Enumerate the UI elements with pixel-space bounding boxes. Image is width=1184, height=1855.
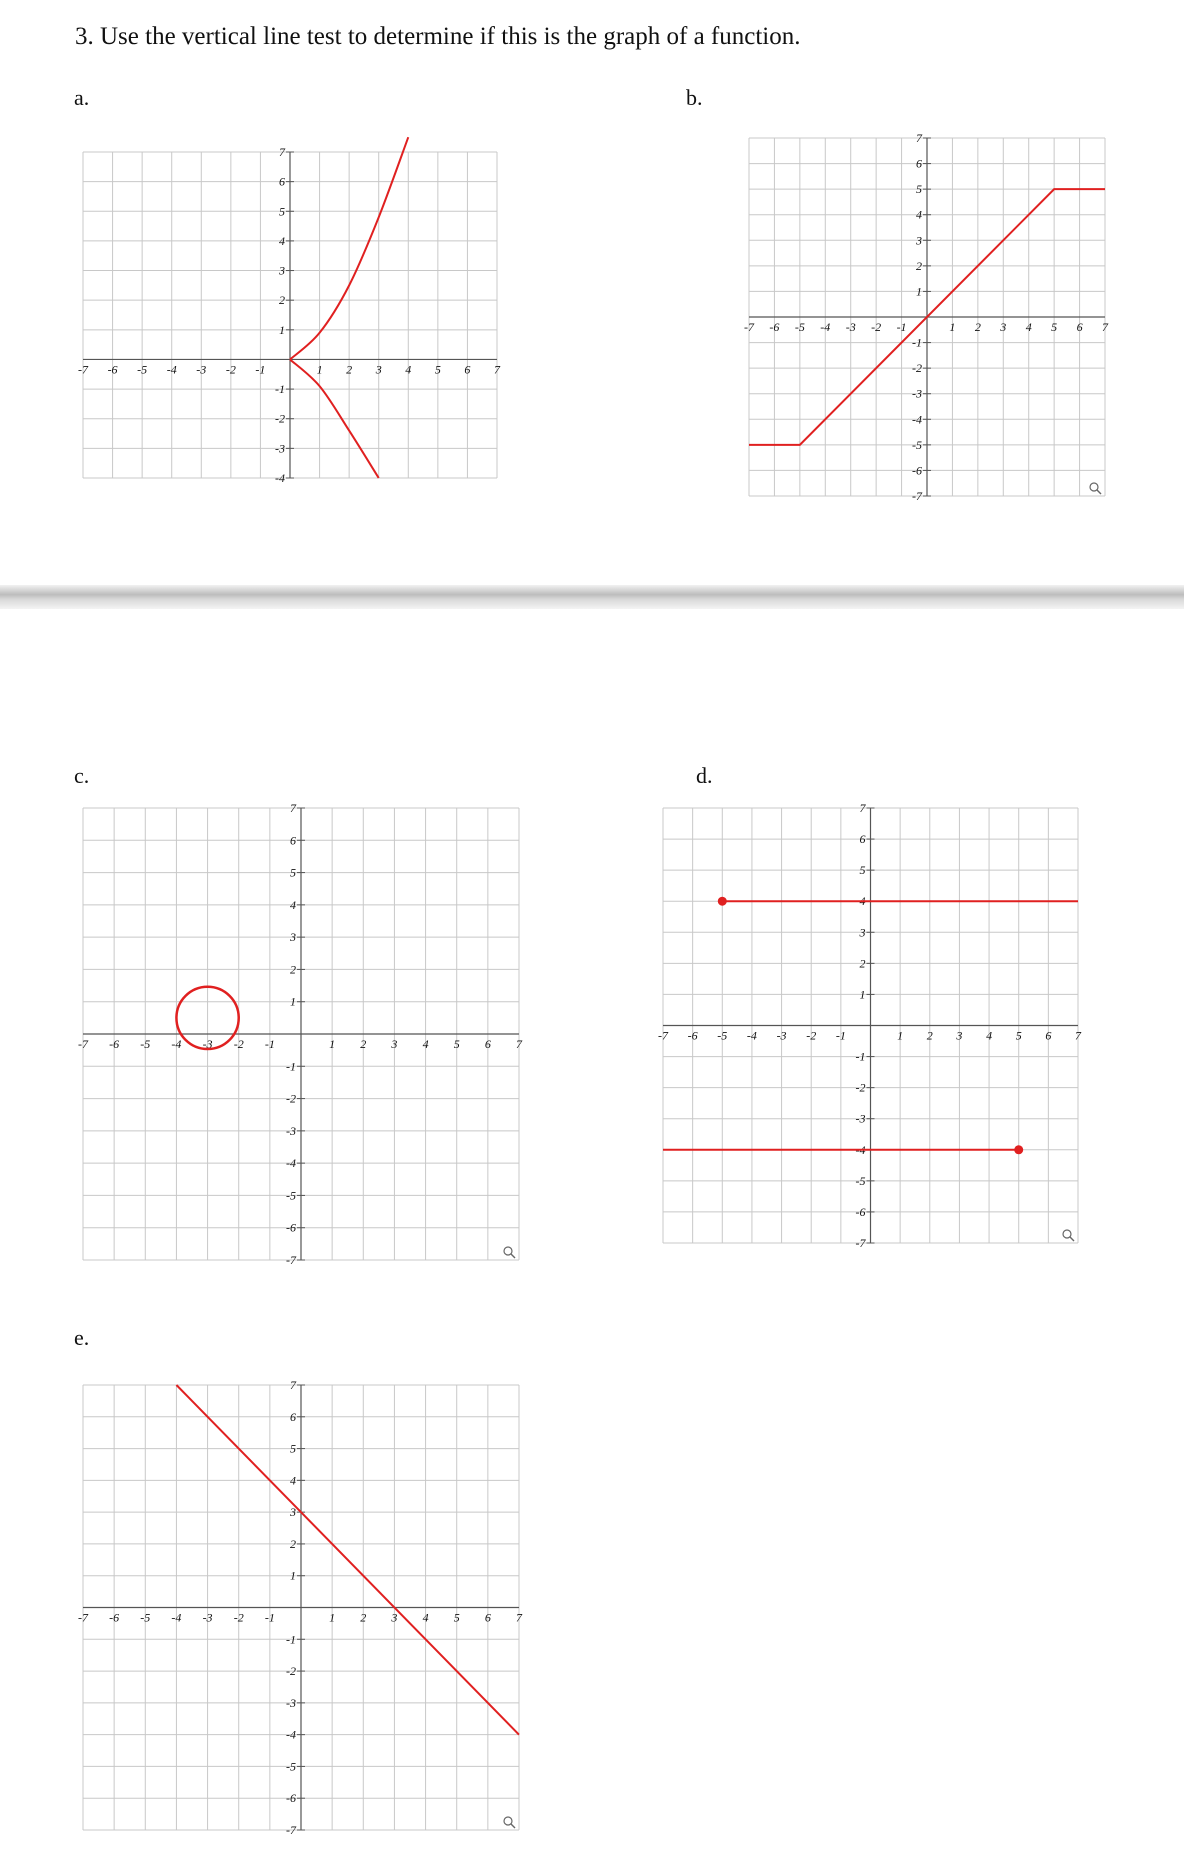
x-tick-label: -2: [233, 1610, 244, 1625]
y-tick-label: -3: [286, 1695, 296, 1710]
x-tick-label: 3: [391, 1610, 398, 1625]
graph-curve: [176, 1385, 519, 1735]
graph-d: [658, 801, 1081, 1250]
x-tick-label: 1: [316, 362, 323, 377]
x-tick-label: -4: [171, 1037, 182, 1051]
y-tick-label: -4: [275, 471, 285, 485]
y-tick-label: 4: [916, 207, 922, 222]
x-tick-label: 6: [1076, 320, 1083, 334]
y-tick-label: -1: [275, 382, 285, 397]
x-tick-label: 3: [956, 1028, 963, 1043]
part-label-e: e.: [74, 1325, 90, 1350]
y-tick-label: -2: [286, 1664, 296, 1679]
x-tick-label: 6: [1045, 1028, 1052, 1043]
x-tick-label: -2: [233, 1037, 244, 1051]
x-tick-label: -3: [776, 1028, 787, 1043]
y-tick-label: 5: [290, 865, 296, 880]
y-tick-label: 5: [279, 204, 285, 219]
x-tick-label: -3: [202, 1610, 213, 1625]
x-tick-label: 2: [974, 320, 981, 334]
y-tick-label: -7: [286, 1823, 296, 1837]
y-tick-label: -3: [286, 1123, 296, 1138]
x-tick-label: -1: [255, 362, 266, 377]
closed-endpoint-dot: [1014, 1145, 1023, 1154]
x-tick-label: -5: [140, 1037, 151, 1051]
x-tick-label: -1: [264, 1610, 275, 1625]
x-tick-label: -5: [140, 1610, 151, 1625]
x-tick-label: 3: [375, 362, 382, 377]
section-divider: [0, 585, 1184, 609]
question-text: 3. Use the vertical line test to determine if this is the graph of a function.: [75, 23, 801, 50]
x-tick-label: -3: [196, 362, 207, 377]
x-tick-label: -6: [769, 320, 780, 334]
y-tick-label: 3: [290, 930, 296, 945]
x-tick-label: 2: [346, 362, 353, 377]
y-tick-label: 3: [279, 263, 285, 278]
y-tick-label: -7: [286, 1253, 296, 1267]
y-tick-label: -6: [855, 1204, 866, 1219]
y-tick-label: 4: [290, 1473, 296, 1488]
x-tick-label: 6: [484, 1037, 491, 1051]
y-tick-label: 2: [290, 962, 296, 977]
y-tick-label: -6: [286, 1791, 296, 1806]
x-tick-label: -4: [746, 1028, 757, 1043]
x-tick-label: 7: [494, 362, 500, 377]
x-tick-label: -2: [871, 320, 882, 334]
y-tick-label: -5: [286, 1759, 296, 1774]
x-tick-label: -6: [687, 1028, 698, 1043]
x-tick-label: 5: [1015, 1028, 1022, 1043]
x-tick-label: 5: [434, 362, 441, 377]
y-tick-label: 4: [859, 894, 866, 909]
x-tick-label: 4: [422, 1610, 429, 1625]
y-tick-label: -4: [286, 1156, 296, 1171]
graph-a: [78, 145, 500, 485]
y-tick-label: 3: [859, 925, 866, 940]
x-tick-label: -4: [166, 362, 177, 377]
y-tick-label: 5: [859, 863, 866, 878]
y-tick-label: -5: [912, 437, 922, 452]
closed-endpoint-dot: [718, 897, 727, 906]
y-tick-label: 6: [279, 174, 285, 189]
x-tick-label: 4: [986, 1028, 993, 1043]
y-tick-label: 2: [859, 956, 866, 971]
y-tick-label: -4: [855, 1142, 866, 1157]
y-tick-label: 1: [290, 1568, 296, 1583]
x-tick-label: 7: [516, 1037, 522, 1051]
magnify-icon: [504, 1247, 515, 1258]
x-tick-label: 1: [329, 1037, 336, 1051]
y-tick-label: 6: [290, 833, 296, 848]
y-tick-label: -1: [286, 1059, 296, 1074]
y-tick-label: -4: [912, 412, 922, 427]
x-tick-label: -5: [794, 320, 805, 334]
y-tick-label: -7: [912, 489, 922, 503]
x-tick-label: 1: [897, 1028, 904, 1043]
x-tick-label: -2: [806, 1028, 817, 1043]
x-tick-label: 7: [1102, 320, 1108, 334]
y-tick-label: -1: [286, 1632, 296, 1647]
y-tick-label: -3: [912, 386, 922, 401]
x-tick-label: 6: [484, 1610, 491, 1625]
x-tick-label: 5: [453, 1610, 460, 1625]
x-tick-label: -1: [896, 320, 907, 334]
y-tick-label: -3: [275, 441, 285, 456]
x-tick-label: -5: [717, 1028, 728, 1043]
x-tick-label: 6: [464, 362, 471, 377]
part-label-c: c.: [74, 763, 90, 788]
x-tick-label: 5: [1051, 320, 1058, 334]
y-tick-label: -4: [286, 1727, 296, 1742]
y-tick-label: 6: [290, 1409, 296, 1424]
y-tick-label: 2: [916, 258, 922, 273]
x-tick-label: -3: [845, 320, 856, 334]
x-tick-label: -5: [137, 362, 148, 377]
x-tick-label: -3: [202, 1037, 213, 1051]
x-tick-label: 4: [1025, 320, 1032, 334]
magnify-icon: [1063, 1230, 1074, 1241]
y-tick-label: -2: [275, 411, 285, 426]
x-tick-label: -6: [109, 1037, 120, 1051]
x-tick-label: 3: [1000, 320, 1007, 334]
graph-c: [78, 801, 522, 1267]
y-tick-label: -5: [286, 1188, 296, 1203]
graph-b: [744, 131, 1108, 503]
x-tick-label: 7: [1075, 1028, 1081, 1043]
y-tick-label: -7: [855, 1236, 866, 1250]
x-tick-label: 2: [360, 1610, 367, 1625]
x-tick-label: -7: [78, 1037, 88, 1051]
y-tick-label: 6: [916, 156, 922, 171]
y-tick-label: -1: [912, 335, 922, 350]
part-label-b: b.: [686, 85, 703, 110]
y-tick-label: -6: [286, 1220, 296, 1235]
y-tick-label: 7: [859, 801, 866, 815]
x-tick-label: 4: [405, 362, 412, 377]
y-tick-label: 1: [859, 987, 866, 1002]
x-tick-label: 7: [516, 1610, 522, 1625]
x-tick-label: 1: [329, 1610, 336, 1625]
y-tick-label: -2: [855, 1080, 866, 1095]
y-tick-label: -1: [855, 1049, 866, 1064]
x-tick-label: -7: [78, 1610, 88, 1625]
x-tick-label: -6: [109, 1610, 120, 1625]
y-tick-label: -2: [912, 361, 922, 376]
x-tick-label: 2: [360, 1037, 367, 1051]
y-tick-label: -2: [286, 1091, 296, 1106]
x-tick-label: -4: [171, 1610, 182, 1625]
y-tick-label: 7: [916, 131, 922, 145]
y-tick-label: 1: [290, 994, 296, 1009]
y-tick-label: 4: [279, 233, 285, 248]
y-tick-label: 7: [279, 145, 285, 159]
x-tick-label: -6: [107, 362, 118, 377]
x-tick-label: 1: [949, 320, 956, 334]
y-tick-label: 7: [290, 801, 296, 815]
magnify-icon: [1090, 483, 1101, 494]
x-tick-label: 2: [926, 1028, 933, 1043]
x-tick-label: 5: [453, 1037, 460, 1051]
x-tick-label: -7: [744, 320, 754, 334]
x-tick-label: -1: [835, 1028, 846, 1043]
x-tick-label: 4: [422, 1037, 429, 1051]
x-tick-label: 3: [391, 1037, 398, 1051]
y-tick-label: 1: [279, 322, 285, 337]
magnify-icon: [504, 1817, 515, 1828]
x-tick-label: -2: [225, 362, 236, 377]
y-tick-label: -6: [912, 463, 922, 478]
y-tick-label: 2: [290, 1536, 296, 1551]
part-label-a: a.: [74, 85, 90, 110]
y-tick-label: 5: [916, 182, 922, 197]
x-tick-label: -7: [658, 1028, 668, 1043]
y-tick-label: -3: [855, 1111, 866, 1126]
y-tick-label: 7: [290, 1378, 296, 1392]
y-tick-label: 6: [859, 832, 866, 847]
y-tick-label: 1: [916, 284, 922, 299]
y-tick-label: 2: [279, 293, 285, 308]
graph-e: [78, 1378, 522, 1837]
x-tick-label: -4: [820, 320, 831, 334]
part-label-d: d.: [696, 763, 713, 788]
y-tick-label: 5: [290, 1441, 296, 1456]
x-tick-label: -7: [78, 362, 88, 377]
y-tick-label: 4: [290, 897, 296, 912]
y-tick-label: 3: [290, 1505, 296, 1520]
y-tick-label: 3: [916, 233, 922, 248]
y-tick-label: -5: [855, 1173, 866, 1188]
x-tick-label: -1: [264, 1037, 275, 1051]
